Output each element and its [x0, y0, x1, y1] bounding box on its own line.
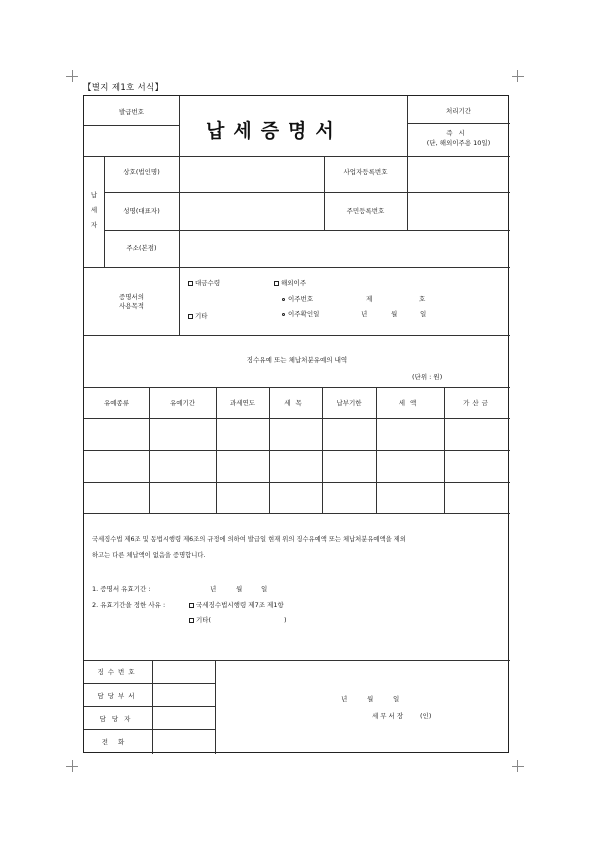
- statement-line1: 국세징수법 제6조 및 동법시행령 제6조의 규정에 의하여 발급일 현재 위의 징수유예액 또는 체납처분유예액을 제외: [92, 536, 406, 543]
- crop-mark: [66, 76, 78, 77]
- name-label: 성명(대표자): [123, 207, 160, 215]
- statement-line2: 하고는 다른 체납액이 없음을 증명합니다.: [92, 552, 206, 559]
- seal-mark: (인): [420, 712, 432, 720]
- emigration-date-row: 이주확인일: [282, 310, 319, 318]
- crop-mark: [512, 766, 524, 767]
- form-label: 【별지 제1호 서식】: [83, 83, 164, 93]
- department-label: 담당부서: [97, 692, 139, 700]
- validity-label: 1. 증명서 유효기간 :: [92, 585, 151, 593]
- emigration-date-month: 월: [391, 310, 398, 318]
- emigration-checkbox[interactable]: [274, 281, 279, 286]
- col-tax-amount: 세액: [398, 399, 422, 407]
- col-additional-charge: 가산금: [463, 399, 491, 407]
- crop-mark: [66, 766, 78, 767]
- document-title: 납세증명서: [206, 120, 343, 142]
- processing-period-note: (단, 해외이주용 10일): [426, 139, 491, 147]
- business-reg-no-label: 사업자등록번호: [343, 168, 388, 176]
- option-payment[interactable]: 대금수령: [188, 279, 220, 287]
- processing-period-label: 처리기간: [445, 107, 472, 115]
- col-tax-item: 세목: [284, 399, 307, 407]
- purpose-label-line1: 증명서의: [118, 293, 145, 301]
- issue-no-label: 발급번호: [118, 108, 145, 116]
- issue-month: 월: [367, 695, 374, 703]
- emigration-no-row: 이주번호: [282, 295, 313, 303]
- crop-mark: [512, 76, 524, 77]
- taxpayer-section-label: 납세자: [90, 191, 98, 229]
- option-emigration[interactable]: 해외이주: [274, 279, 306, 287]
- arrears-heading: 징수유예 또는 체납처분유예의 내역: [246, 356, 348, 364]
- issue-year: 년: [341, 695, 348, 703]
- bullet-icon: [282, 313, 285, 316]
- phone-label: 전화: [101, 738, 135, 746]
- officer-label: 담당자: [99, 715, 137, 723]
- emigration-no-suffix: 호: [419, 295, 426, 303]
- resident-reg-no-label: 주민등록번호: [346, 207, 385, 215]
- purpose-label-line2: 사용목적: [118, 302, 145, 310]
- reason-option2-checkbox[interactable]: [189, 618, 194, 623]
- reason-option1[interactable]: 국세징수법시행령 제7조 제1항: [189, 601, 284, 609]
- emigration-date-day: 일: [420, 310, 427, 318]
- col-due-date: 납부기한: [336, 399, 362, 407]
- col-tax-year: 과세연도: [229, 399, 256, 407]
- col-deferral-period: 유예기간: [169, 399, 196, 407]
- collection-no-label: 징수번호: [97, 668, 139, 676]
- emigration-date-year: 년: [361, 310, 368, 318]
- tax-office-head: 세무서장: [372, 712, 406, 720]
- certificate-form: [83, 95, 509, 753]
- processing-period-value: 즉시: [446, 129, 471, 137]
- arrears-unit: (단위 : 원): [412, 373, 443, 381]
- reason-option2[interactable]: 기타(: [189, 616, 211, 624]
- col-deferral-type: 유예종류: [103, 399, 130, 407]
- address-label: 주소(본점): [126, 244, 157, 252]
- reason-option1-checkbox[interactable]: [189, 603, 194, 608]
- other-checkbox[interactable]: [188, 314, 193, 319]
- bullet-icon: [282, 298, 285, 301]
- validity-month: 월: [236, 585, 243, 593]
- payment-checkbox[interactable]: [188, 281, 193, 286]
- emigration-no-prefix: 제: [366, 295, 373, 303]
- reason-label: 2. 유효기간을 정한 사유 :: [92, 601, 166, 609]
- trade-name-label: 상호(법인명): [123, 168, 160, 176]
- reason-option2-close: ): [284, 616, 287, 624]
- validity-day: 일: [261, 585, 268, 593]
- option-other[interactable]: 기타: [188, 312, 208, 320]
- validity-year: 년: [210, 585, 217, 593]
- issue-day: 일: [393, 695, 400, 703]
